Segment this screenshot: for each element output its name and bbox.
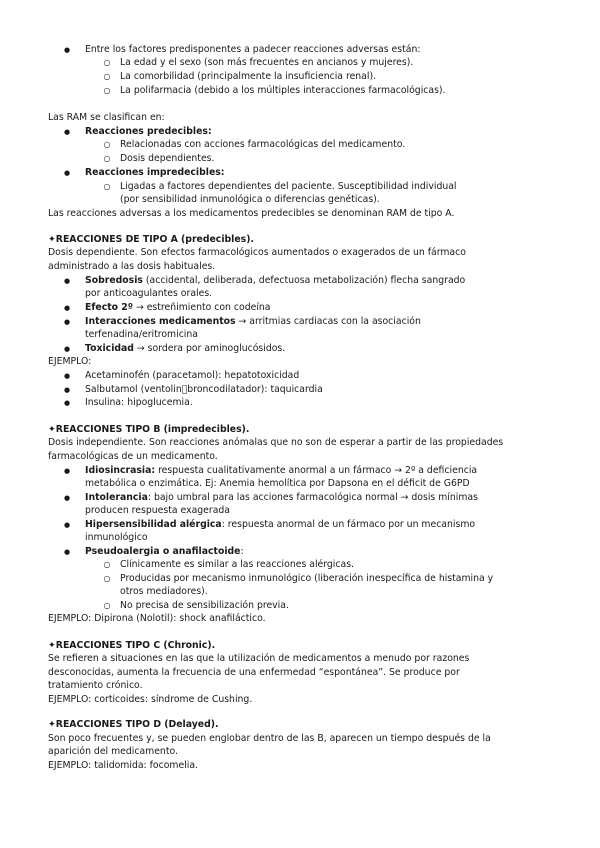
ram-impred-sub-2: (por sensibilidad inmunológica o diferencias genéticas). <box>120 194 380 205</box>
intro-sub-1: La edad y el sexo (son más frecuentes en ancianos y mujeres). <box>120 57 414 68</box>
item-text: respuesta cualitativamente anormal a un fármaco → 2º a deficiencia <box>155 465 478 476</box>
tipo-b-desc-2: farmacológicas de un medicamento. <box>48 451 218 462</box>
pseudo-sub-1: Clínicamente es similar a las reacciones alérgicas. <box>120 559 354 570</box>
circle-bullet-icon <box>101 180 113 194</box>
item-text: → sordera por aminoglucósidos. <box>133 343 286 354</box>
bullet-icon <box>61 518 73 533</box>
item-label: Idiosincrasia: <box>85 465 156 476</box>
ram-pred-sub-1: Relacionadas con acciones farmacológicas del medicamento. <box>120 139 406 150</box>
tipo-a-item-toxicidad <box>85 342 285 356</box>
tipo-d-desc-2: aparición del medicamento. <box>48 746 178 757</box>
ram-impredecibles-label: Reacciones impredecibles: <box>85 167 225 178</box>
tipo-b-item-intolerancia-cont: producen respuesta exagerada <box>85 505 231 516</box>
circle-bullet-icon <box>101 152 113 166</box>
circle-bullet-icon <box>101 70 113 84</box>
pseudo-sub-2-cont: otros mediadores). <box>120 586 208 597</box>
section-title-tipo-b: ✦REACCIONES TIPO B (impredecibles). <box>48 424 250 435</box>
item-label: Interacciones medicamentos <box>85 316 236 327</box>
item-text: → estreñimiento con codeína <box>133 302 271 313</box>
tipo-b-item-idiosincrasia <box>85 464 477 478</box>
tipo-a-item-interacciones <box>85 315 421 329</box>
tipo-a-item-sobredosis <box>85 274 465 288</box>
tipo-a-item-efecto <box>85 301 271 315</box>
tipo-b-item-intolerancia <box>85 491 478 505</box>
bullet-icon <box>61 274 73 289</box>
bullet-icon <box>61 369 73 384</box>
tipo-b-example: EJEMPLO: Dipirona (Nolotil): shock anafiláctico. <box>48 613 266 624</box>
pseudo-sub-2: Producidas por mecanismo inmunológico (liberación inespecífica de histamina y <box>120 573 494 584</box>
section-title-tipo-c: ✦REACCIONES TIPO C (Chronic). <box>48 640 216 651</box>
section-title-tipo-a: ✦REACCIONES DE TIPO A (predecibles). <box>48 234 254 245</box>
circle-bullet-icon <box>101 84 113 98</box>
circle-bullet-icon <box>101 138 113 152</box>
ram-tipo-a-note: Las reacciones adversas a los medicamentos predecibles se denominan RAM de tipo A. <box>48 208 455 219</box>
section-title-tipo-d: ✦REACCIONES TIPO D (Delayed). <box>48 719 219 730</box>
item-label: Efecto 2º <box>85 302 133 313</box>
bullet-icon <box>61 166 73 181</box>
bullet-icon <box>61 396 73 411</box>
intro-sub-2: La comorbilidad (principalmente la insuficiencia renal). <box>120 71 377 82</box>
circle-bullet-icon <box>101 572 113 586</box>
tipo-d-example: EJEMPLO: talidomida: focomelia. <box>48 760 198 771</box>
bullet-icon <box>61 301 73 316</box>
tipo-c-desc-3: tratamiento crónico. <box>48 680 143 691</box>
tipo-a-item-sobredosis-cont: por anticoagulantes orales. <box>85 288 213 299</box>
tipo-b-item-hipersensibilidad-cont: inmunológico <box>85 532 148 543</box>
ram-intro: Las RAM se clasifican en: <box>48 112 165 123</box>
tipo-b-item-idiosincrasia-cont: metabólica o enzimática. Ej: Anemia hemolítica por Dapsona en el déficit de G6PD <box>85 478 470 489</box>
item-label: Pseudoalergia o anafilactoide <box>85 546 241 557</box>
circle-bullet-icon <box>101 558 113 572</box>
ram-predecibles-label: Reacciones predecibles: <box>85 126 212 137</box>
pseudo-sub-3: No precisa de sensibilización previa. <box>120 600 289 611</box>
circle-bullet-icon <box>101 56 113 70</box>
item-text: : respuesta anormal de un fármaco por un mecanismo <box>221 519 476 530</box>
ram-impred-sub-1: Ligadas a factores dependientes del paciente. Susceptibilidad individual <box>120 181 457 192</box>
item-text: (accidental, deliberada, defectuosa metabolización) flecha sangrado <box>142 275 466 286</box>
tipo-b-item-pseudoalergia <box>85 545 244 559</box>
tipo-a-desc-2: administrado a las dosis habituales. <box>48 261 216 272</box>
tipo-a-example-2: Salbutamol (ventolin⃞broncodilatador): taquicardia <box>85 384 323 395</box>
tipo-b-desc-1: Dosis independiente. Son reacciones anómalas que no son de esperar a partir de las propiedades <box>48 437 504 448</box>
item-label: Intolerancia <box>85 492 148 503</box>
item-text: : bajo umbral para las acciones farmacológica normal → dosis mínimas <box>147 492 478 503</box>
intro-sub-3: La polifarmacia (debido a los múltiples interacciones farmacológicas). <box>120 85 446 96</box>
bullet-icon <box>61 491 73 506</box>
bullet-icon <box>61 315 73 330</box>
tipo-c-desc-1: Se refieren a situaciones en las que la utilización de medicamentos a menudo por razones <box>48 653 470 664</box>
tipo-a-item-interacciones-cont: terfenadina/eritromicina <box>85 329 198 340</box>
bullet-icon <box>61 43 73 58</box>
item-colon: : <box>240 546 244 557</box>
ram-pred-sub-2: Dosis dependientes. <box>120 153 215 164</box>
bullet-icon <box>61 545 73 560</box>
tipo-a-example-3: Insulina: hipoglucemia. <box>85 397 193 408</box>
tipo-c-desc-2: desconocidas, aumenta la frecuencia de una enfermedad “espontánea”. Se produce por <box>48 667 460 678</box>
tipo-a-desc-1: Dosis dependiente. Son efectos farmacológicos aumentados o exagerados de un fármaco <box>48 247 466 258</box>
item-label: Toxicidad <box>85 343 134 354</box>
item-label: Hipersensibilidad alérgica <box>85 519 222 530</box>
circle-bullet-icon <box>101 599 113 613</box>
item-text: → arritmias cardiacas con la asociación <box>235 316 421 327</box>
tipo-a-example-1: Acetaminofén (paracetamol): hepatotoxicidad <box>85 370 300 381</box>
item-label: Sobredosis <box>85 275 143 286</box>
bullet-icon <box>61 125 73 140</box>
bullet-icon <box>61 464 73 479</box>
tipo-a-example-label: EJEMPLO: <box>48 356 92 367</box>
tipo-d-desc-1: Son poco frecuentes y, se pueden englobar dentro de las B, aparecen un tiempo después de la <box>48 733 491 744</box>
tipo-b-item-hipersensibilidad <box>85 518 475 532</box>
intro-bullet-text: Entre los factores predisponentes a padecer reacciones adversas están: <box>85 44 421 55</box>
tipo-c-example: EJEMPLO: corticoides: síndrome de Cushing. <box>48 694 253 705</box>
